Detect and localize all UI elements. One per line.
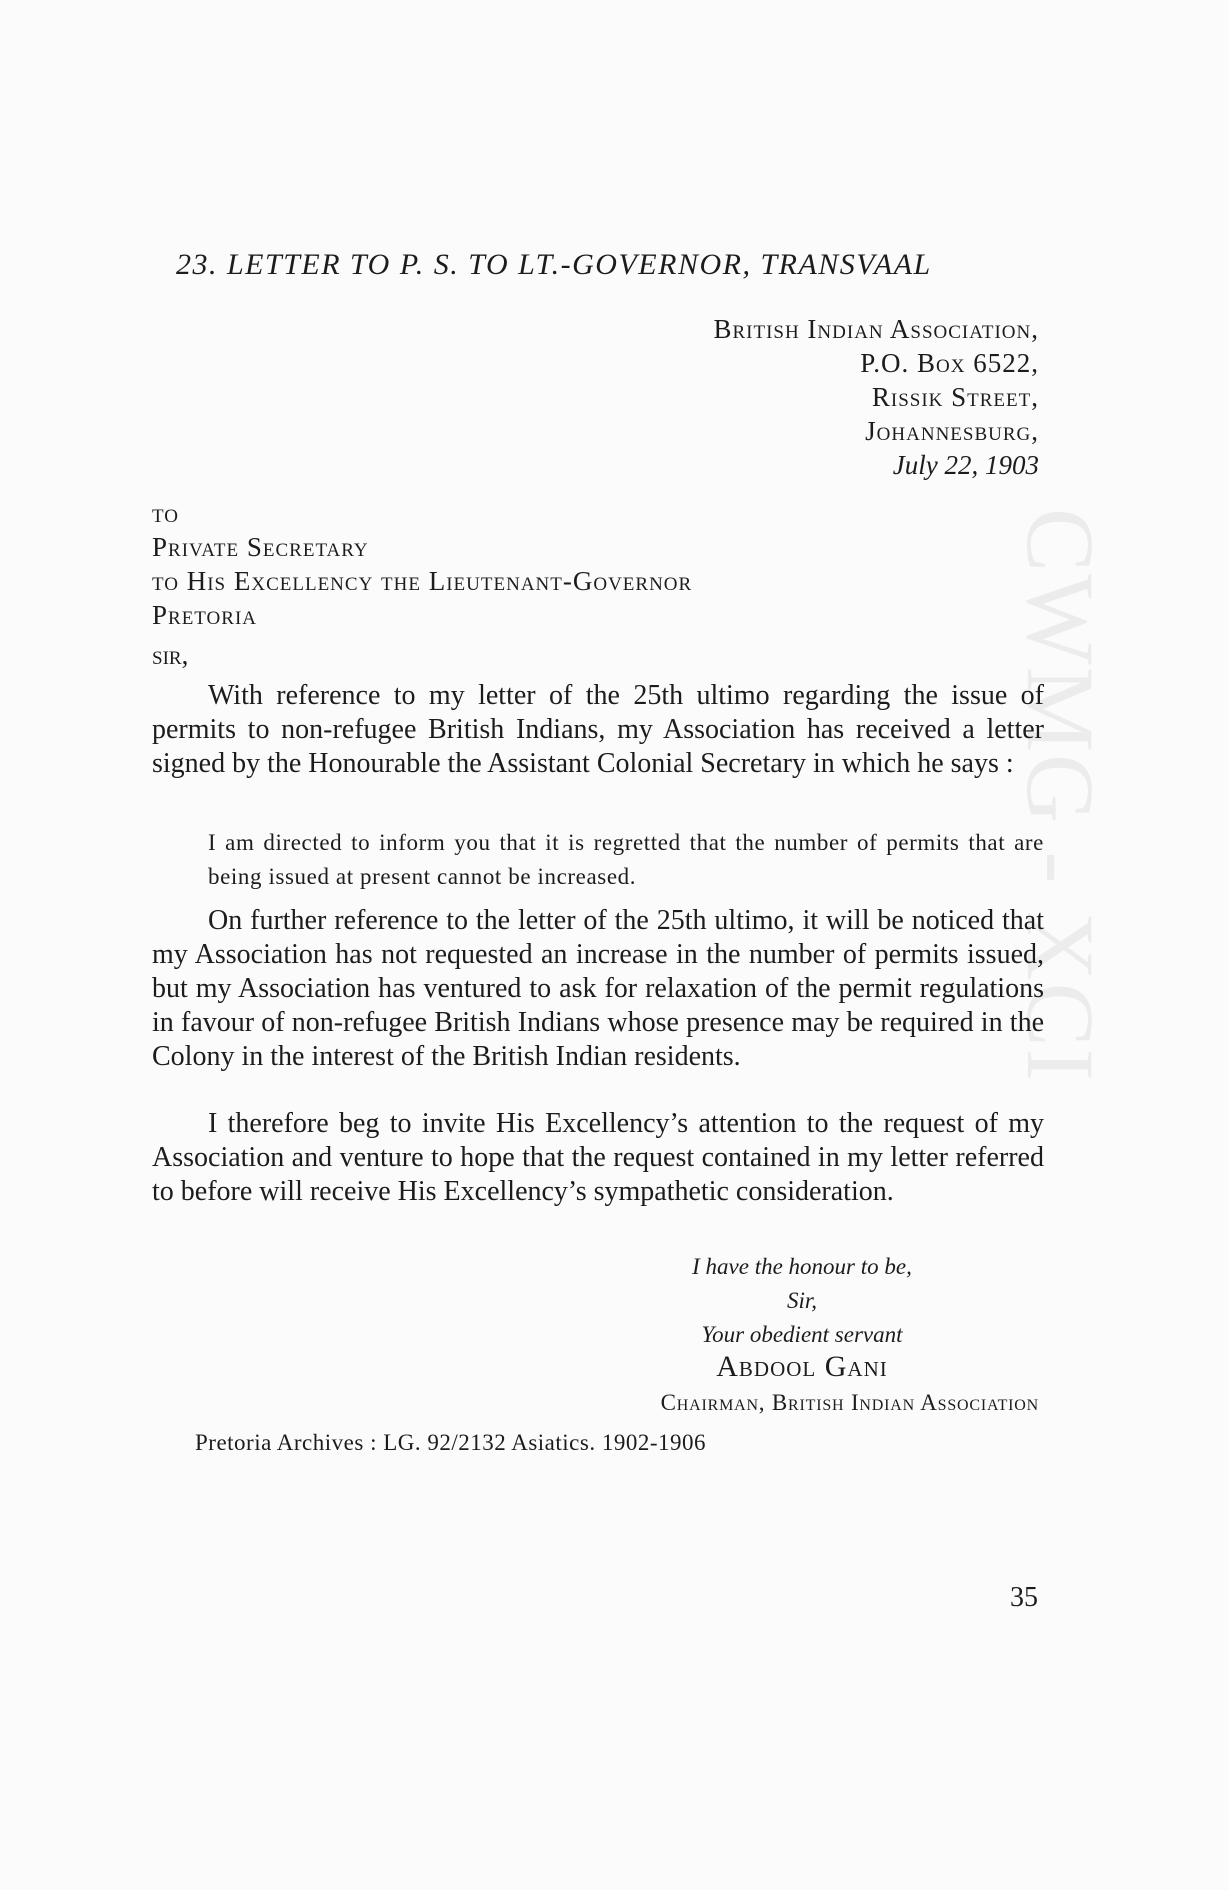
- address-line-city: Johannesburg,: [865, 416, 1039, 446]
- paragraph-1: With reference to my letter of the 25th ultimo regarding the issue of permits to non-refugee British Indians, my Association has received a letter signed by the Honourable the Assistant Colonial Secretary in which he says :: [152, 680, 1044, 779]
- closing-line-2: Sir,: [786, 1288, 818, 1313]
- recipient-city: Pretoria: [152, 600, 257, 630]
- letter-title: 23. LETTER TO P. S. TO LT.-GOVERNOR, TRANSVAAL: [176, 248, 932, 281]
- salutation: sir,: [152, 640, 189, 670]
- recipient-block: [152, 496, 692, 632]
- closing-block: [560, 1250, 1044, 1352]
- signer-name: Abdool Gani: [716, 1350, 888, 1383]
- letter-date: July 22, 1903: [892, 450, 1039, 480]
- paragraph-3: I therefore beg to invite His Excellency’s attention to the request of my Association and venture to hope that the request contained in my letter referred to before will receive His Excellency’s sympathetic consideration.: [152, 1108, 1044, 1207]
- address-line-po-box: P.O. Box 6522,: [860, 348, 1039, 378]
- closing-line-3: Your obedient servant: [701, 1322, 903, 1347]
- closing-line-1: I have the honour to be,: [692, 1254, 912, 1279]
- recipient-to: to: [152, 498, 179, 528]
- paragraph-2: On further reference to the letter of the 25th ultimo, it will be noticed that my Association has not requested an increase in the number of permits issued, but my Association has ventured to ask for relaxation of the permit regulations in favour of non-refugee British Indians whose presence may be required in the Colony in the interest of the British Indian residents.: [152, 905, 1044, 1072]
- address-line-street: Rissik Street,: [871, 382, 1039, 412]
- block-quote: I am directed to inform you that it is regretted that the number of permits that are being issued at present cannot be increased.: [208, 830, 1044, 889]
- watermark: CWMG - XCI: [1007, 508, 1114, 1083]
- recipient-title: Private Secretary: [152, 532, 369, 562]
- archive-source: Pretoria Archives : LG. 92/2132 Asiatics. 1902-1906: [195, 1430, 706, 1455]
- sender-address: [713, 312, 1039, 482]
- signer-title: Chairman, British Indian Association: [660, 1390, 1039, 1415]
- page-number: 35: [1010, 1582, 1038, 1613]
- address-line-organization: British Indian Association,: [713, 314, 1039, 344]
- recipient-office: to His Excellency the Lieutenant-Governor: [152, 566, 693, 596]
